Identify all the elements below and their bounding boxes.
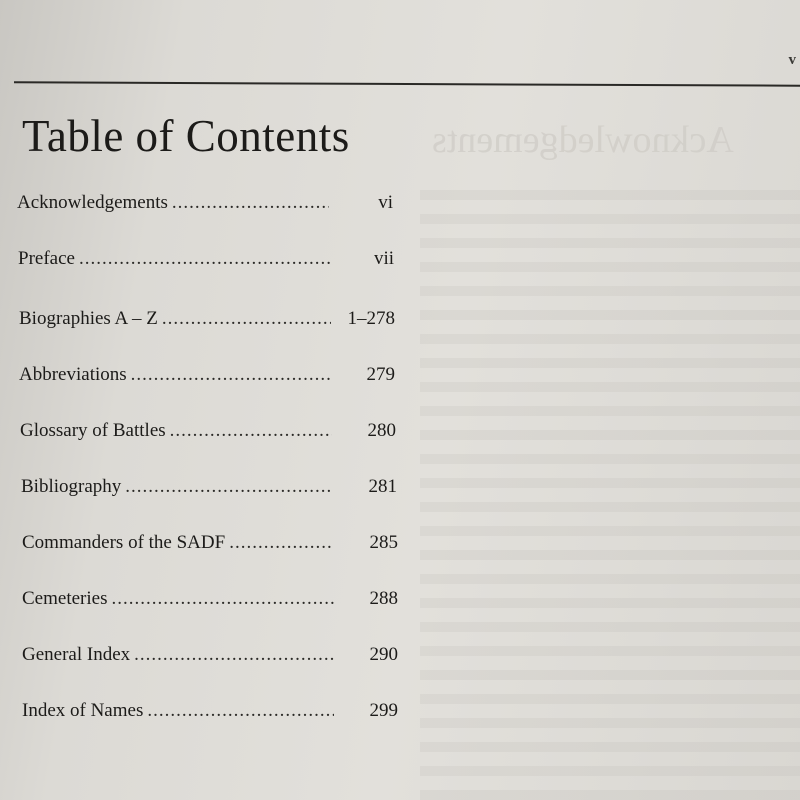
toc-leader [125,476,333,498]
toc-entry-page: 279 [366,364,395,385]
toc-entry-label: Acknowledgements [17,192,168,213]
show-through-heading: Acknowledgements [432,119,734,161]
toc-entry-page: 290 [369,644,398,665]
toc-entry-cemeteries [22,588,398,614]
toc-entry-preface [18,248,394,274]
toc-entry-label: Abbreviations [19,364,127,385]
show-through-text [420,190,800,800]
toc-entry-acknowledgements [17,192,393,218]
toc-entry-page: 280 [367,420,396,441]
toc-entry-label: Preface [18,248,75,269]
toc-entry-label: Biographies A – Z [19,308,158,329]
toc-entry-biographies [19,308,395,334]
toc-leader [79,248,330,270]
toc-entry-abbreviations [19,364,395,390]
toc-entry-page: 281 [368,476,397,497]
toc-entry-label: General Index [22,644,131,665]
toc-entry-label: Bibliography [21,476,122,497]
toc-entry-page: vi [378,192,393,213]
toc-entry-label: Index of Names [22,700,144,721]
toc-entry-commanders-of-the-sadf [22,532,398,558]
toc-entry-page: 1–278 [347,308,395,329]
toc-entry-bibliography [21,476,397,502]
toc-leader [170,420,332,442]
page-title: Table of Contents [22,111,350,161]
toc-leader [111,588,334,610]
toc-entry-label: Glossary of Battles [20,420,166,441]
page-number: v [788,52,796,68]
toc-entry-page: vii [373,248,394,269]
toc-entry-page: 285 [369,532,398,553]
toc-entry-page: 288 [369,588,398,609]
toc-leader [131,364,331,386]
toc-leader [162,308,331,330]
toc-entry-label: Cemeteries [22,588,108,609]
toc-entry-glossary-of-battles [20,420,396,446]
toc-entry-index-of-names [22,700,398,726]
toc-leader [147,700,334,722]
toc-leader [172,192,329,214]
toc-leader [229,532,334,554]
toc-entry-page: 299 [369,700,398,721]
toc-leader [134,644,334,666]
toc-entry-general-index [22,644,398,670]
toc-entry-label: Commanders of the SADF [22,532,226,553]
